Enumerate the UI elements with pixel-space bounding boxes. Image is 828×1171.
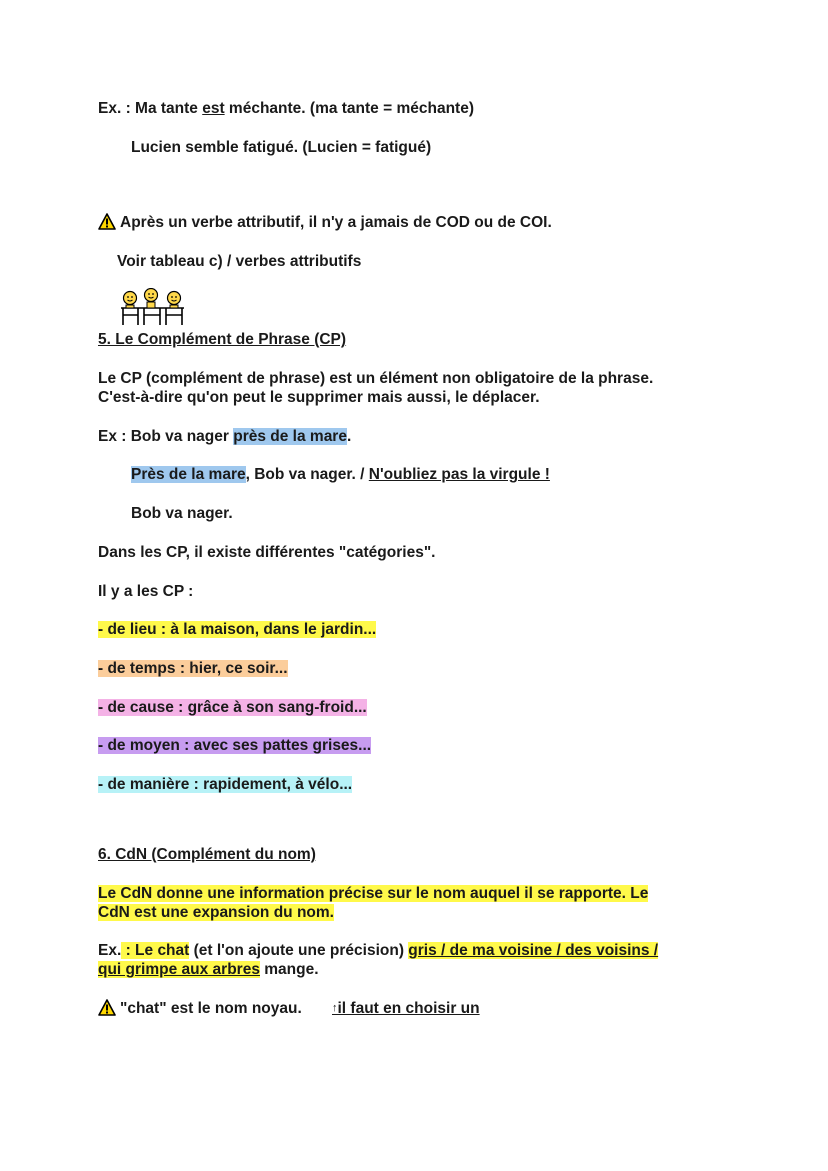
cdn-definition-line-2: CdN est une expansion du nom. — [98, 904, 334, 921]
warning-icon — [98, 999, 116, 1016]
cdn-noun: Le chat — [135, 942, 190, 959]
cp-example-dot: . — [346, 428, 352, 445]
cp-moved-highlight: Près de la mare — [131, 466, 246, 483]
cp-moved-rest: , Bob va nager. / — [245, 466, 369, 483]
cdn-options-2: qui grimpe aux arbres — [98, 961, 260, 978]
cp-category-cause: - de cause : grâce à son sang-froid... — [98, 699, 367, 716]
section-6-title: 6. CdN (Complément du nom) — [98, 846, 316, 863]
cp-categories-intro: Dans les CP, il existe différentes "catégories". — [98, 544, 436, 561]
example-attribut-1 — [98, 99, 474, 118]
cdn-example-line-2 — [98, 960, 319, 979]
cp-category-temps: - de temps : hier, ce soir... — [98, 660, 288, 677]
warning-attributif — [98, 213, 552, 232]
choose-one-note — [332, 999, 480, 1018]
example-suffix: méchante. (ma tante = méchante) — [224, 100, 474, 117]
example-attribut-2: Lucien semble fatigué. (Lucien = fatigué) — [131, 139, 432, 156]
cdn-options-1: gris / de ma voisine / des voisins / — [408, 942, 659, 959]
cp-definition-line-2: C'est-à-dire qu'on peut le supprimer mais aussi, le déplacer. — [98, 389, 540, 406]
cdn-example-prefix: Ex. — [98, 942, 122, 959]
cp-example-prefix: Ex : Bob va nager — [98, 428, 234, 445]
verb-est: est — [202, 100, 225, 117]
cp-moved-example — [131, 465, 550, 484]
children-desks-icon — [118, 288, 188, 326]
cp-list-intro: Il y a les CP : — [98, 583, 194, 600]
cdn-definition-line-1: Le CdN donne une information précise sur le nom auquel il se rapporte. Le — [98, 885, 649, 902]
cdn-example-colon: : — [121, 942, 136, 959]
choose-one-text: il faut en choisir un — [337, 1000, 480, 1017]
example-prefix: Ex. : Ma tante — [98, 100, 203, 117]
cp-highlight: près de la mare — [233, 428, 347, 445]
warning-text: Après un verbe attributif, il n'y a jamais de COD ou de COI. — [120, 214, 552, 231]
cdn-example-middle: (et l'on ajoute une précision) — [189, 942, 409, 959]
cp-definition-line-1: Le CP (complément de phrase) est un élément non obligatoire de la phrase. — [98, 370, 654, 387]
cp-category-maniere: - de manière : rapidement, à vélo... — [98, 776, 353, 793]
up-arrow-icon: ↑ — [332, 1002, 338, 1014]
comma-reminder: N'oubliez pas la virgule ! — [368, 466, 550, 483]
cp-removed-example: Bob va nager. — [131, 505, 233, 522]
cp-category-moyen: - de moyen : avec ses pattes grises... — [98, 737, 372, 754]
section-5-title: 5. Le Complément de Phrase (CP) — [98, 331, 347, 348]
warning-icon — [98, 213, 116, 230]
cp-category-lieu: - de lieu : à la maison, dans le jardin... — [98, 621, 377, 638]
cdn-example-end: mange. — [259, 961, 319, 978]
see-table-note: Voir tableau c) / verbes attributifs — [117, 253, 362, 270]
cdn-example-line-1 — [98, 941, 658, 960]
noyau-text: "chat" est le nom noyau. — [120, 1000, 302, 1017]
noyau-warning — [98, 999, 302, 1018]
cp-example — [98, 427, 351, 446]
